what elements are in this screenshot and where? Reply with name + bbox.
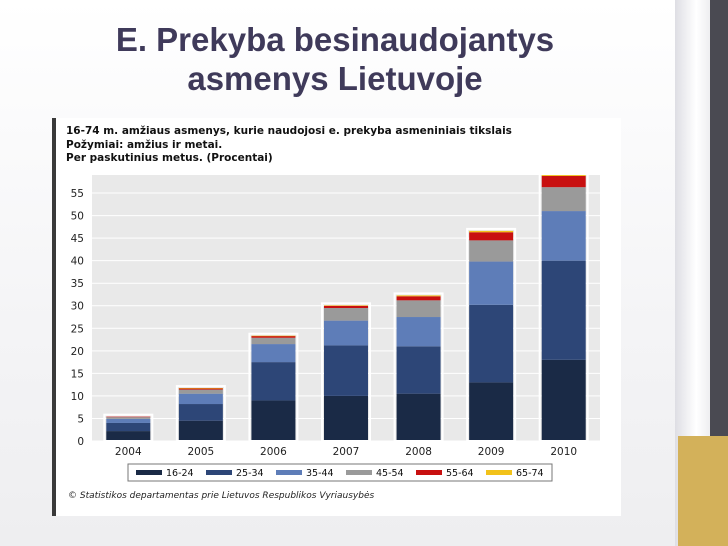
slide-title (70, 20, 600, 98)
x-tick-label: 2005 (187, 446, 215, 458)
legend-label: 65-74 (516, 468, 544, 479)
bar-segment (469, 262, 513, 305)
y-tick-label: 0 (77, 436, 84, 448)
x-tick-label: 2009 (477, 446, 505, 458)
bar-segment (397, 295, 441, 296)
bar-segment (397, 394, 441, 441)
bar-segment (397, 296, 441, 300)
slide-title-line-1: E. Prekyba besinaudojantys (115, 21, 555, 58)
bar-segment (106, 431, 150, 441)
x-axis (115, 446, 577, 458)
stacked-bar-chart (56, 170, 616, 490)
bar-segment (469, 240, 513, 261)
bar-segment (106, 423, 150, 431)
y-tick-label: 55 (70, 188, 84, 201)
bar-segment (251, 336, 295, 337)
legend-swatch (346, 470, 372, 475)
y-tick-label: 5 (77, 413, 84, 426)
bar-segment (251, 338, 295, 344)
y-tick-label: 35 (70, 278, 84, 291)
legend-swatch (416, 470, 442, 475)
bar-segment (106, 419, 150, 423)
bar-segment (542, 261, 586, 360)
legend-swatch (136, 470, 162, 475)
bar-segment (324, 306, 368, 308)
y-axis (71, 188, 84, 448)
bar-segment (469, 382, 513, 441)
y-tick-label: 40 (70, 255, 84, 268)
bar-segment (251, 400, 295, 441)
bar-segment (469, 231, 513, 232)
decorative-gold-block (678, 436, 728, 546)
x-tick-label: 2006 (260, 446, 287, 458)
bar-segment (251, 362, 295, 400)
legend-label: 35-44 (306, 468, 334, 479)
y-tick-label: 10 (70, 390, 84, 403)
x-tick-label: 2010 (550, 446, 578, 458)
legend-label: 45-54 (376, 468, 404, 479)
y-tick-label: 25 (70, 323, 84, 336)
bar-segment (324, 396, 368, 441)
slide-title-line-2: asmenys Lietuvoje (187, 60, 483, 97)
legend-label: 25-34 (236, 468, 264, 479)
bar-segment (397, 346, 441, 393)
bar-segment (397, 300, 441, 317)
y-tick-label: 50 (70, 210, 84, 223)
bar-segment (324, 305, 368, 306)
bar-segment (179, 388, 223, 389)
y-tick-label: 15 (70, 368, 84, 381)
bar-segment (469, 305, 513, 383)
bar-segment (179, 394, 223, 404)
bar-segment (251, 344, 295, 362)
y-tick-label: 45 (70, 233, 84, 246)
legend-swatch (276, 470, 302, 475)
bar-segment (106, 417, 150, 418)
bar-segment (179, 404, 223, 421)
source-note: © Statistikos departamentas prie Lietuvos Respublikos Vyriausybės (68, 491, 375, 501)
bar-segment (469, 232, 513, 240)
bar-segment (397, 317, 441, 346)
bar-segment (542, 211, 586, 261)
legend-swatch (206, 470, 232, 475)
bar-segment (106, 417, 150, 419)
bar-segment (324, 308, 368, 321)
bar-segment (324, 345, 368, 395)
bar-segment (542, 187, 586, 211)
bar-segment (324, 321, 368, 346)
x-tick-label: 2004 (114, 446, 142, 458)
bar-segment (179, 390, 223, 394)
bar-segment (542, 176, 586, 187)
bar-segment (542, 175, 586, 176)
x-tick-label: 2008 (405, 446, 432, 458)
y-tick-label: 20 (70, 345, 84, 358)
chart-title: 16-74 m. amžiaus asmenys, kurie naudojosi e. prekyba asmeniniais tikslais (66, 125, 512, 137)
y-tick-label: 30 (70, 300, 84, 313)
bar-segment (179, 421, 223, 441)
x-tick-label: 2007 (332, 446, 360, 458)
chart-subtitle-line-2: Per paskutinius metus. (Procentai) (66, 152, 273, 164)
legend-label: 55-64 (446, 468, 474, 479)
legend-label: 16-24 (166, 468, 194, 479)
legend-swatch (486, 470, 512, 475)
bar-segment (542, 360, 586, 441)
chart-header (66, 125, 512, 166)
legend (128, 464, 552, 481)
chart-subtitle-line-1: Požymiai: amžius ir metai. (66, 138, 223, 151)
